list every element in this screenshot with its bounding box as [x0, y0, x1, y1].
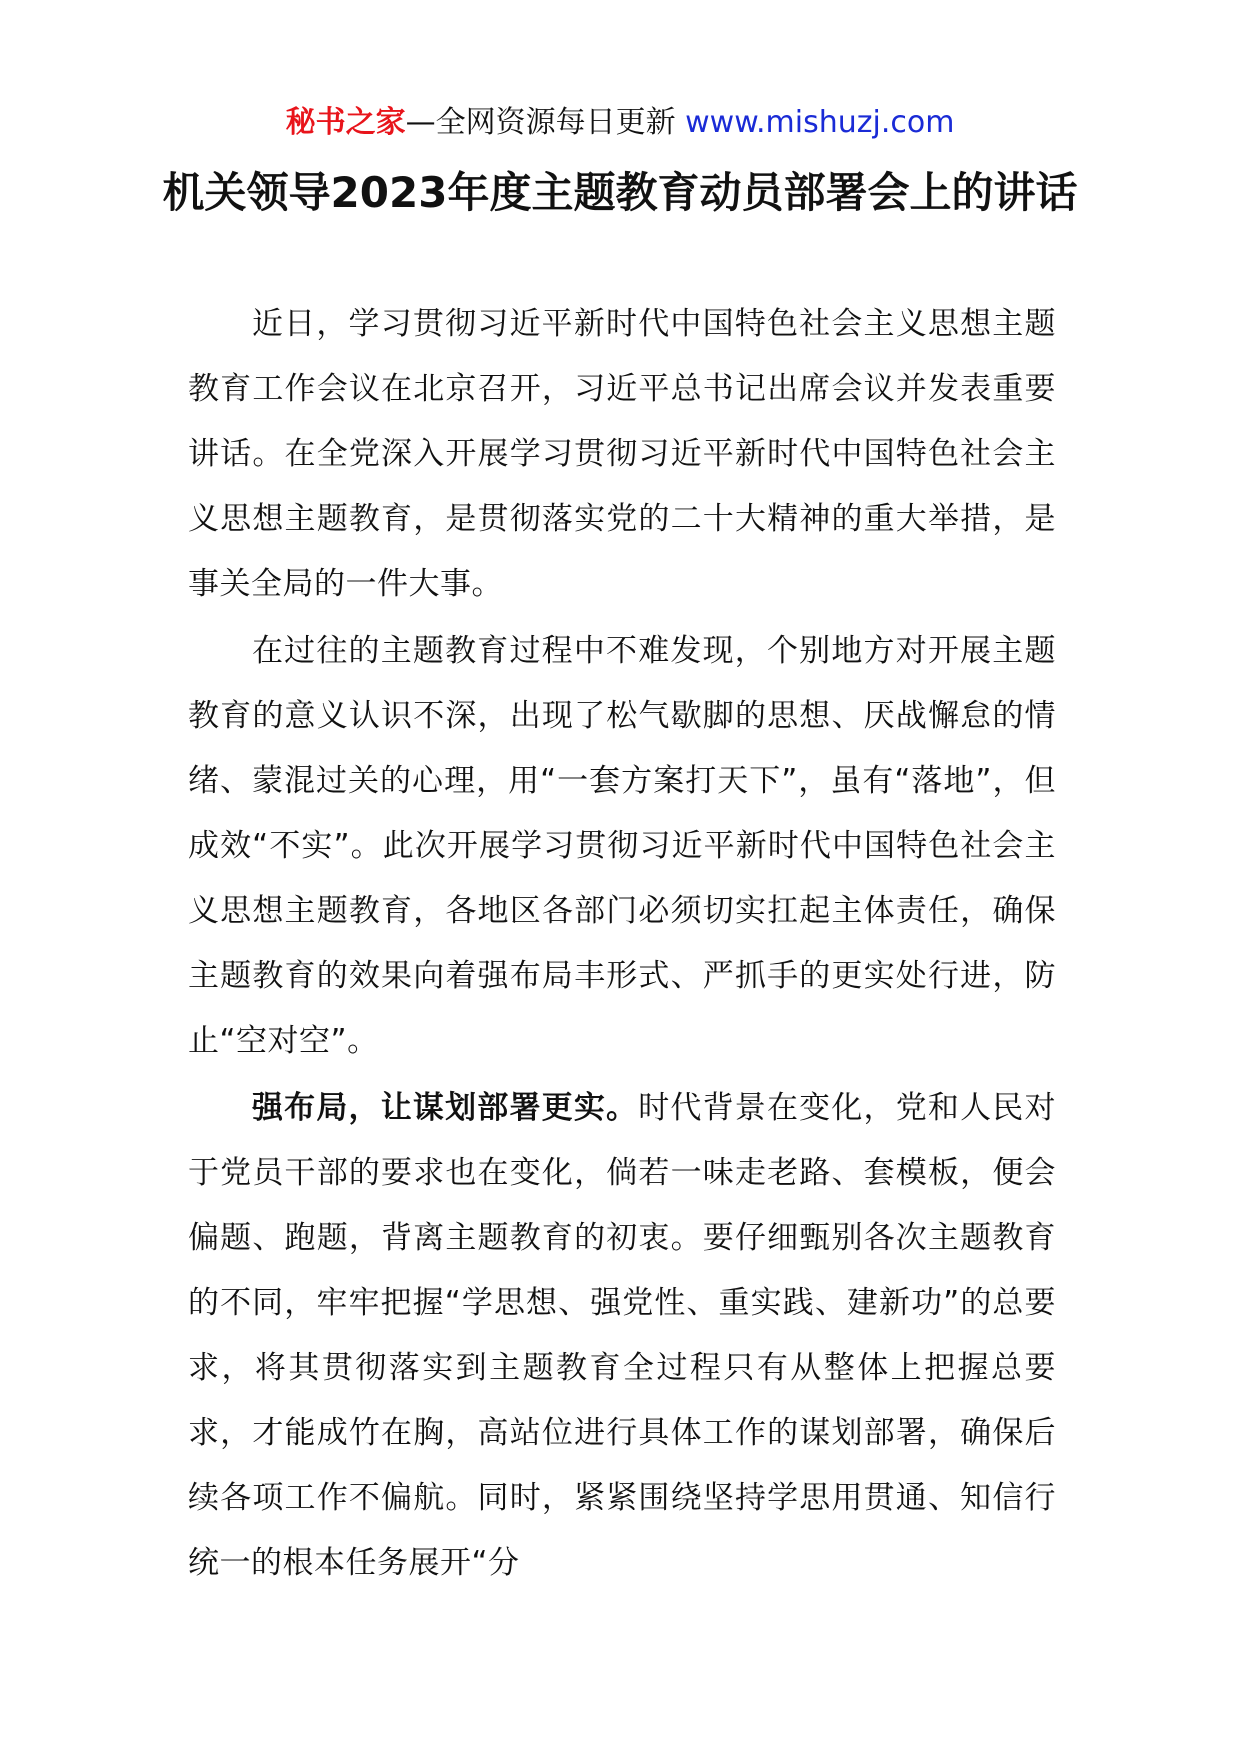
paragraph-text: 近日，学习贯彻习近平新时代中国特色社会主义思想主题教育工作会议在北京召开，习近平总书记出席会议并发表重要讲话。在全党深入开展学习贯彻习近平新时代中国特色社会主义思想主题教育，是贯彻落实党的二十大精神的重大举措，是事关全局的一件大事。: [188, 306, 1056, 602]
paragraph: [188, 619, 1056, 1074]
paragraph-text: 在过往的主题教育过程中不难发现，个别地方对开展主题教育的意义认识不深，出现了松气歇脚的思想、厌战懈怠的情绪、蒙混过关的心理，用“一套方案打天下”，虽有“落地”，但成效“不实”。此次开展学习贯彻习近平新时代中国特色社会主义思想主题教育，各地区各部门必须切实扛起主体责任，确保主题教育的效果向着强布局丰形式、严抓手的更实处行进，防止“空对空”。: [188, 633, 1056, 1059]
site-brand: 秘书之家: [285, 105, 406, 140]
paragraph-text: 时代背景在变化，党和人民对于党员干部的要求也在变化，倘若一味走老路、套模板，便会偏题、跑题，背离主题教育的初衷。要仔细甄别各次主题教育的不同，牢牢把握“学思想、强党性、重实践、建新功”的总要求，将其贯彻落实到主题教育全过程只有从整体上把握总要求，才能成竹在胸，高站位进行具体工作的谋划部署，确保后续各项工作不偏航。同时，紧紧围绕坚持学思用贯通、知信行统一的根本任务展开“分: [188, 1090, 1056, 1581]
paragraph-lead: 强布局，让谋划部署更实。: [252, 1090, 639, 1126]
document-body: [188, 292, 1056, 1598]
paragraph: [188, 1076, 1056, 1596]
site-url-link[interactable]: www.mishuzj.com: [685, 105, 955, 140]
document-title: 机关领导2023年度主题教育动员部署会上的讲话: [162, 168, 1078, 217]
paragraph: [188, 292, 1056, 617]
site-slogan: —全网资源每日更新: [405, 105, 686, 140]
site-header: [0, 100, 1240, 146]
